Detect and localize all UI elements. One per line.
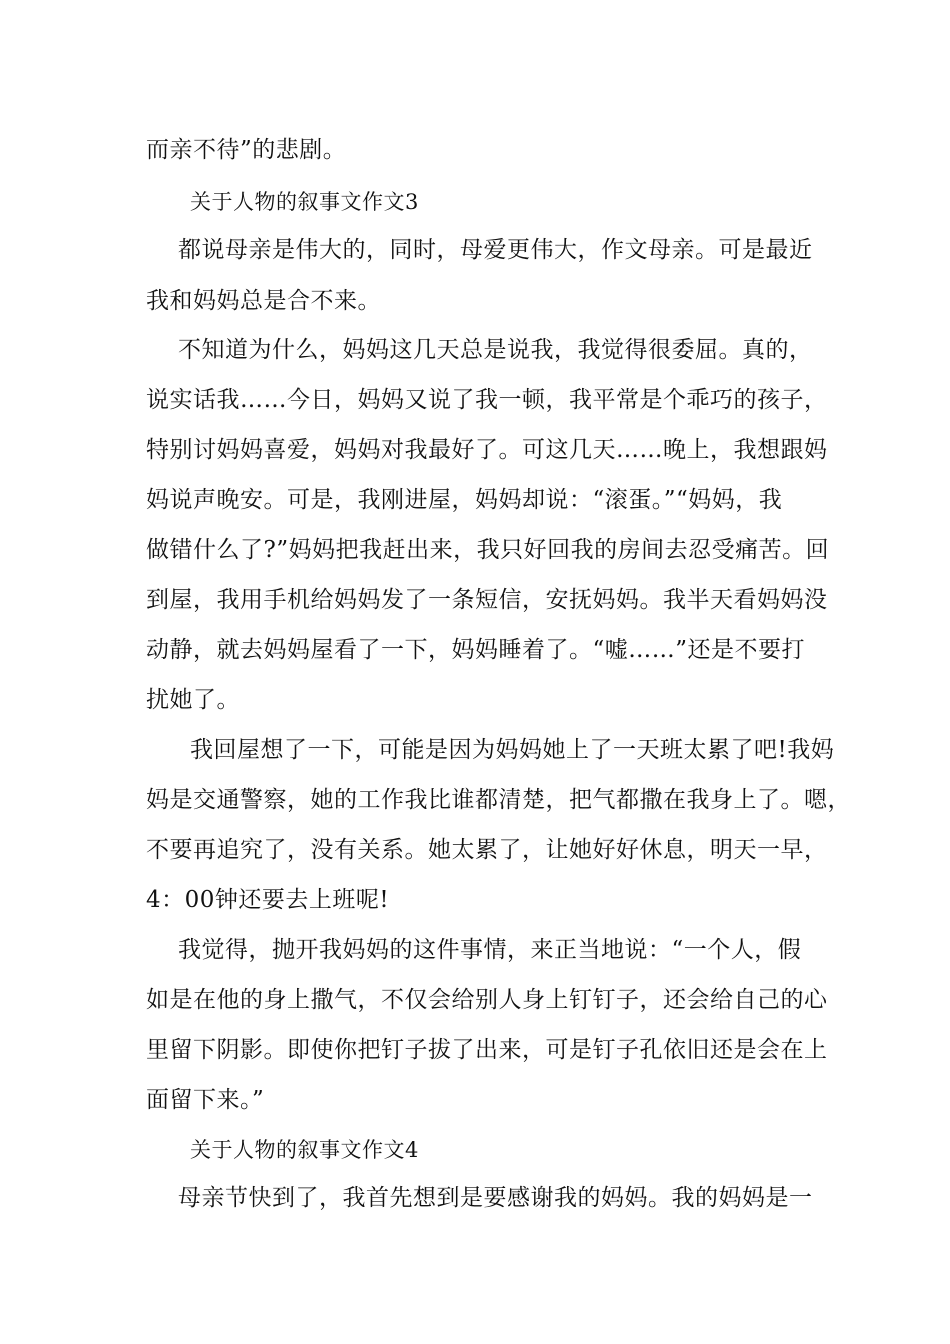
section-heading-3: 关于人物的叙事文作文3 xyxy=(190,190,419,214)
text-line: 妈是交通警察，她的工作我比谁都清楚，把气都撒在我身上了。嗯， xyxy=(146,787,851,813)
text-line: 不知道为什么，妈妈这几天总是说我，我觉得很委屈。真的， xyxy=(178,337,813,363)
text-line: 说实话我……今日，妈妈又说了我一顿，我平常是个乖巧的孩子， xyxy=(146,387,828,413)
text-line: 都说母亲是伟大的，同时，母爱更伟大，作文母亲。可是最近 xyxy=(178,237,813,263)
text-line: 4：00钟还要去上班呢! xyxy=(146,887,390,913)
text-line: 如是在他的身上撒气，不仅会给别人身上钉钉子，还会给自己的心 xyxy=(146,987,828,1013)
text-line: 特别讨妈妈喜爱，妈妈对我最好了。可这几天……晚上，我想跟妈 xyxy=(146,437,828,463)
text-line: 动静，就去妈妈屋看了一下，妈妈睡着了。“嘘……”还是不要打 xyxy=(146,637,806,663)
text-line: 做错什么了?”妈妈把我赶出来，我只好回我的房间去忍受痛苦。回 xyxy=(146,537,830,563)
text-line: 我回屋想了一下，可能是因为妈妈她上了一天班太累了吧!我妈 xyxy=(190,737,835,763)
text-line: 我觉得，抛开我妈妈的这件事情，来正当地说：“一个人，假 xyxy=(178,937,802,963)
text-line: 到屋，我用手机给妈妈发了一条短信，安抚妈妈。我半天看妈妈没 xyxy=(146,587,828,613)
text-line: 扰她了。 xyxy=(146,687,240,713)
text-line: 我和妈妈总是合不来。 xyxy=(146,288,381,314)
text-line: 母亲节快到了，我首先想到是要感谢我的妈妈。我的妈妈是一 xyxy=(178,1185,813,1211)
text-line: 妈说声晚安。可是，我刚进屋，妈妈却说：“滚蛋。”“妈妈，我 xyxy=(146,487,783,513)
text-line: 里留下阴影。即使你把钉子拔了出来，可是钉子孔依旧还是会在上 xyxy=(146,1037,828,1063)
text-line: 面留下来。” xyxy=(146,1087,265,1113)
text-line: 而亲不待”的悲剧。 xyxy=(146,137,347,163)
text-line: 不要再追究了，没有关系。她太累了，让她好好休息，明天一早， xyxy=(146,837,828,863)
section-heading-4: 关于人物的叙事文作文4 xyxy=(190,1138,419,1162)
